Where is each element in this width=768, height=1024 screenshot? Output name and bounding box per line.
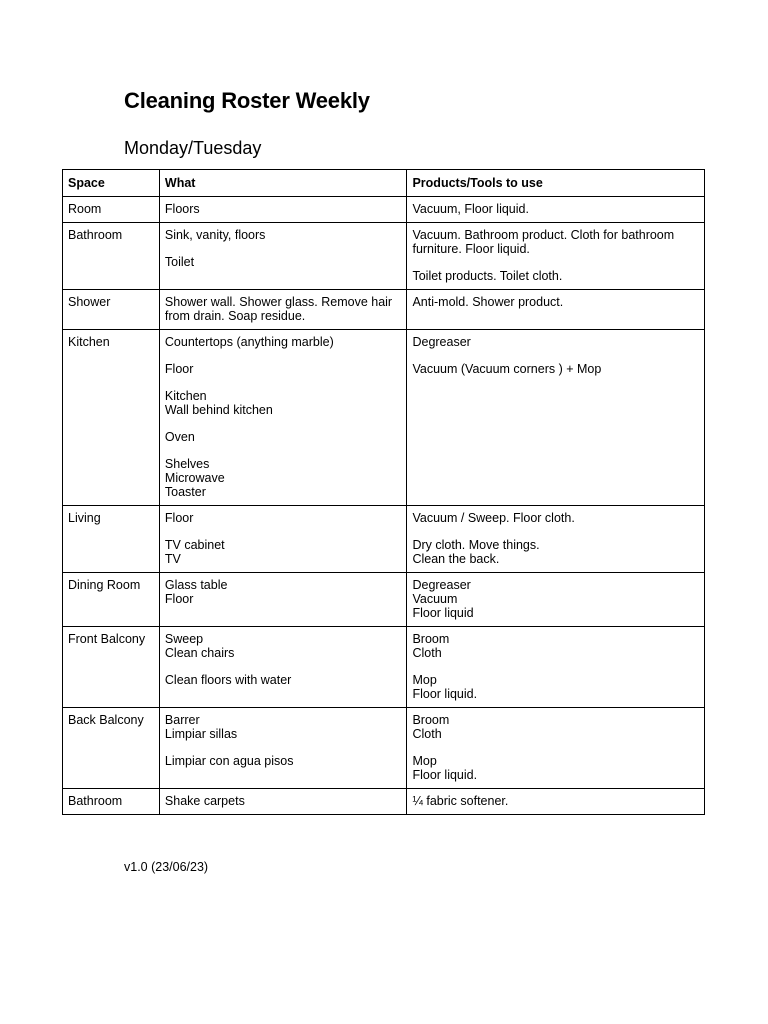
cell-line: Mop <box>412 754 437 768</box>
cell-block <box>412 202 699 216</box>
cell-block <box>165 255 402 269</box>
cell-line: Broom <box>412 632 450 646</box>
cell-line: Shelves <box>164 457 210 471</box>
cell-block <box>412 578 699 620</box>
header-space: Space <box>63 170 160 197</box>
space-cell: Living <box>63 506 160 573</box>
cell-line: Oven <box>164 430 195 444</box>
space-cell: Front Balcony <box>63 627 160 708</box>
cell-block <box>412 632 699 660</box>
cell-line: Microwave <box>164 471 225 485</box>
section-subtitle: Monday/Tuesday <box>124 138 262 158</box>
what-cell <box>159 708 407 789</box>
cell-block <box>165 362 402 376</box>
table-row <box>63 506 705 573</box>
cell-line: Shake carpets <box>164 794 245 808</box>
cell-line: Degreaser <box>412 335 471 349</box>
cell-block <box>165 538 402 566</box>
table-row <box>63 330 705 506</box>
table-row <box>63 708 705 789</box>
cell-line: Barrer <box>164 713 200 727</box>
cell-block <box>165 754 402 768</box>
cell-block <box>165 511 402 525</box>
products-cell <box>407 290 705 330</box>
roster-table <box>62 169 705 815</box>
cell-block <box>165 457 402 499</box>
cell-line: Floors <box>164 202 200 216</box>
cell-line: Vacuum <box>412 592 458 606</box>
cell-line: Floor liquid <box>412 606 474 620</box>
cell-block <box>165 228 402 242</box>
cell-line: Wall behind kitchen <box>164 403 273 417</box>
cell-line: Toaster <box>164 485 206 499</box>
cell-line: Degreaser <box>412 578 471 592</box>
cell-line: Clean the back. <box>412 552 500 566</box>
cell-block <box>412 673 699 701</box>
products-cell <box>407 573 705 627</box>
cell-line: Countertops (anything marble) <box>164 335 334 349</box>
cell-block <box>412 228 699 256</box>
products-cell <box>407 789 705 815</box>
what-cell <box>159 573 407 627</box>
space-cell: Room <box>63 197 160 223</box>
cell-line: Shower wall. Shower glass. Remove hair from drain. Soap residue. <box>164 295 393 323</box>
cell-block <box>165 794 402 808</box>
cell-line: Glass table <box>164 578 228 592</box>
cell-block <box>412 335 699 349</box>
space-cell: Kitchen <box>63 330 160 506</box>
cell-line: Vacuum, Floor liquid. <box>412 202 529 216</box>
table-row <box>63 197 705 223</box>
cell-block <box>412 295 699 309</box>
table-header-row <box>63 170 705 197</box>
cell-block <box>412 269 699 283</box>
cell-block <box>165 295 402 323</box>
cell-line: Clean floors with water <box>164 673 292 687</box>
cell-line: ¼ fabric softener. <box>412 794 509 808</box>
cell-block <box>412 794 699 808</box>
table-row <box>63 573 705 627</box>
what-cell <box>159 197 407 223</box>
cell-line: Toilet <box>164 255 195 269</box>
space-cell: Bathroom <box>63 223 160 290</box>
products-cell <box>407 627 705 708</box>
cell-block <box>412 362 699 376</box>
cell-block <box>165 389 402 417</box>
header-what: What <box>159 170 407 197</box>
cell-block <box>165 202 402 216</box>
what-cell <box>159 789 407 815</box>
cell-line: Vacuum. Bathroom product. Cloth for bathroom furniture. Floor liquid. <box>412 228 675 256</box>
cell-line: Floor liquid. <box>412 687 478 701</box>
cell-line: Floor <box>164 592 194 606</box>
cell-line: Cloth <box>412 727 442 741</box>
cell-block <box>165 713 402 741</box>
document-title: Cleaning Roster Weekly <box>124 88 370 113</box>
cell-line: Sink, vanity, floors <box>164 228 266 242</box>
cell-line: TV <box>164 552 181 566</box>
cell-line: TV cabinet <box>164 538 225 552</box>
cell-block <box>412 511 699 525</box>
table-row <box>63 627 705 708</box>
cell-line: Floor <box>164 511 194 525</box>
cell-line: Floor <box>164 362 194 376</box>
cell-line: Limpiar con agua pisos <box>164 754 294 768</box>
version-footer: v1.0 (23/06/23) <box>124 860 209 874</box>
cell-block <box>412 538 699 566</box>
products-cell <box>407 506 705 573</box>
cell-line: Vacuum / Sweep. Floor cloth. <box>412 511 575 525</box>
cell-line: Cloth <box>412 646 442 660</box>
table-row <box>63 789 705 815</box>
cell-line: Anti-mold. Shower product. <box>412 295 564 309</box>
cell-block <box>412 754 699 782</box>
table-body <box>63 197 705 815</box>
cell-block <box>165 430 402 444</box>
table-row <box>63 290 705 330</box>
table-row <box>63 223 705 290</box>
cell-line: Vacuum (Vacuum corners ) + Mop <box>412 362 602 376</box>
products-cell <box>407 223 705 290</box>
cell-line: Broom <box>412 713 450 727</box>
what-cell <box>159 223 407 290</box>
space-cell: Shower <box>63 290 160 330</box>
cell-line: Limpiar sillas <box>164 727 238 741</box>
cell-line: Mop <box>412 673 437 687</box>
cell-block <box>165 578 402 606</box>
space-cell: Back Balcony <box>63 708 160 789</box>
header-products: Products/Tools to use <box>407 170 705 197</box>
what-cell <box>159 627 407 708</box>
cell-block <box>165 673 402 687</box>
what-cell <box>159 330 407 506</box>
cell-block <box>165 335 402 349</box>
cell-line: Kitchen <box>164 389 207 403</box>
cell-line: Floor liquid. <box>412 768 478 782</box>
cell-line: Sweep <box>164 632 204 646</box>
what-cell <box>159 290 407 330</box>
cell-block <box>165 632 402 660</box>
space-cell: Dining Room <box>63 573 160 627</box>
what-cell <box>159 506 407 573</box>
cell-line: Dry cloth. Move things. <box>412 538 540 552</box>
cell-block <box>412 713 699 741</box>
products-cell <box>407 197 705 223</box>
space-cell: Bathroom <box>63 789 160 815</box>
cell-line: Toilet products. Toilet cloth. <box>412 269 563 283</box>
products-cell <box>407 330 705 506</box>
products-cell <box>407 708 705 789</box>
cell-line: Clean chairs <box>164 646 235 660</box>
